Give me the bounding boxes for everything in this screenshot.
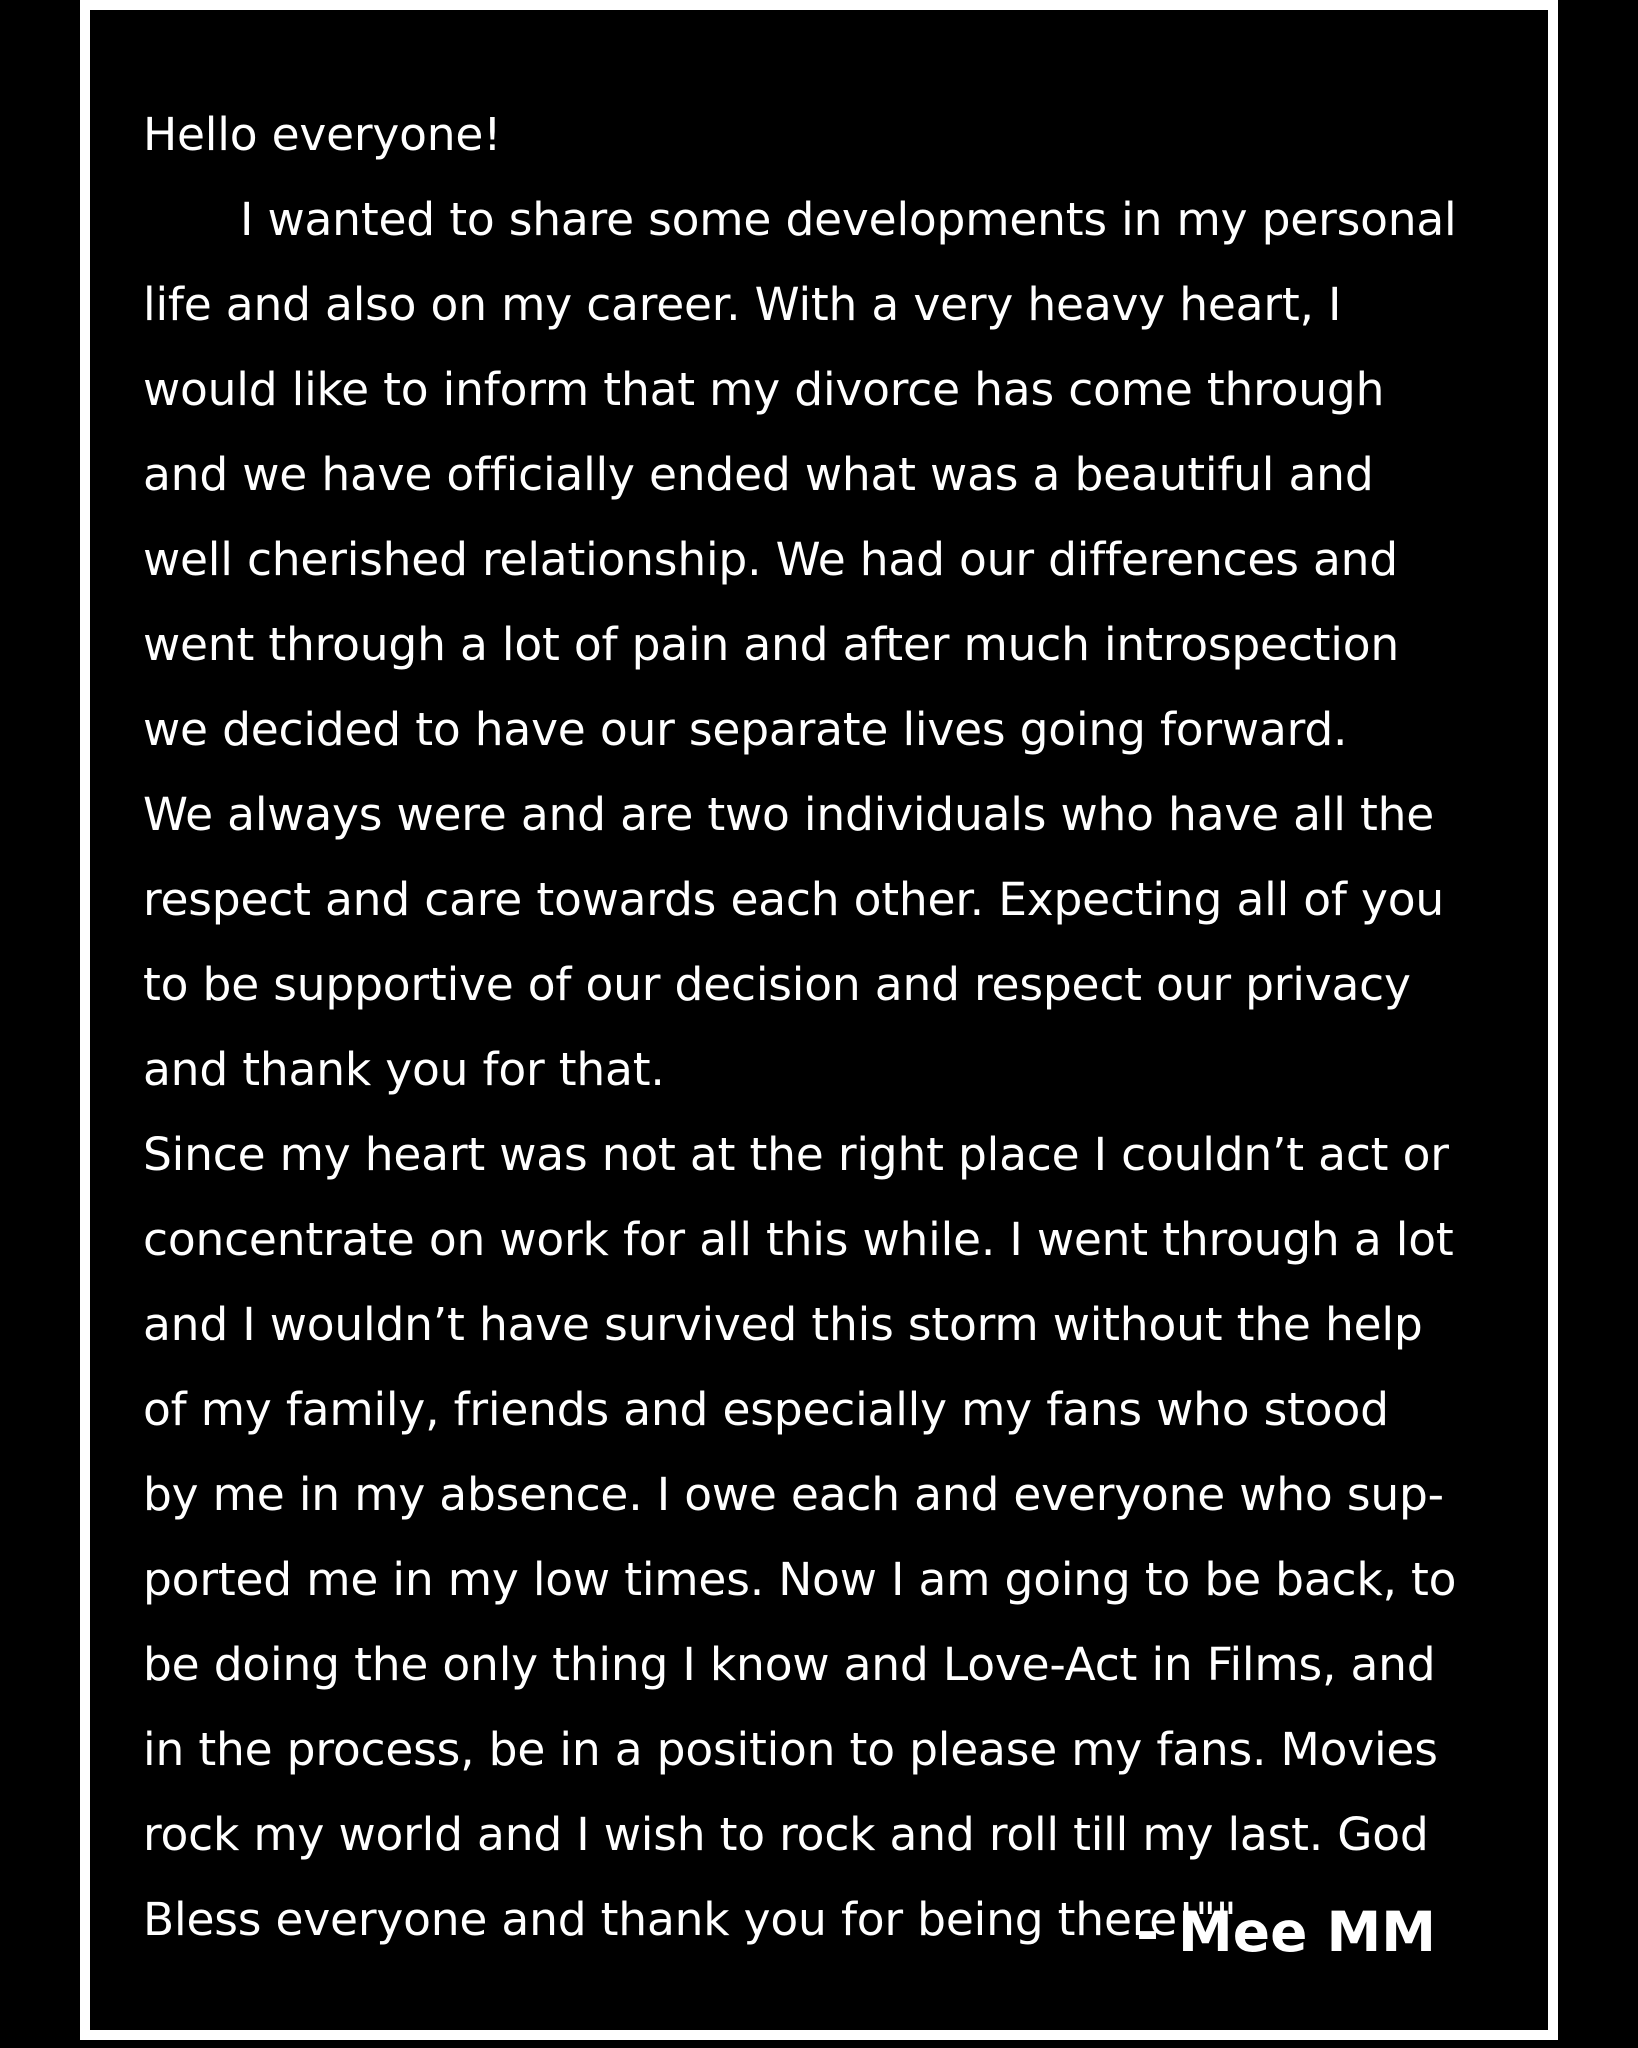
letter-line: of my family, friends and especially my fans who stood [143,1383,1389,1436]
letter-line: and I wouldn’t have survived this storm without the help [143,1298,1423,1351]
letter-line: went through a lot of pain and after much introspection [143,618,1400,671]
letter-line: We always were and are two individuals who have all the [143,788,1435,841]
letter-line: I wanted to share some developments in my personal [240,193,1457,246]
letter-line: well cherished relationship. We had our differences and [143,533,1398,586]
letter-line: Bless everyone and thank you for being there!"" [143,1893,1237,1946]
letter-line: life and also on my career. With a very heavy heart, I [143,278,1342,331]
signature: - Mee MM [1136,1900,1436,1964]
letter-line: and we have officially ended what was a beautiful and [143,448,1374,501]
letter-line: rock my world and I wish to rock and roll till my last. God [143,1808,1429,1861]
letter-line: Since my heart was not at the right place I couldn’t act or [143,1128,1449,1181]
greeting: Hello everyone! [143,108,502,161]
letter-line: would like to inform that my divorce has come through [143,363,1385,416]
letter-panel [90,10,1548,2030]
letter-line: be doing the only thing I know and Love-Act in Films, and [143,1638,1436,1691]
letter-line: ported me in my low times. Now I am going to be back, to [143,1553,1457,1606]
letter-line: to be supportive of our decision and respect our privacy [143,958,1411,1011]
letter-line: in the process, be in a position to please my fans. Movies [143,1723,1438,1776]
letter-frame [80,0,1558,2040]
letter-line: respect and care towards each other. Expecting all of you [143,873,1444,926]
letter-line: we decided to have our separate lives going forward. [143,703,1348,756]
letter-line: and thank you for that. [143,1043,665,1096]
letter-line: by me in my absence. I owe each and everyone who sup- [143,1468,1444,1521]
letter-line: concentrate on work for all this while. I went through a lot [143,1213,1454,1266]
